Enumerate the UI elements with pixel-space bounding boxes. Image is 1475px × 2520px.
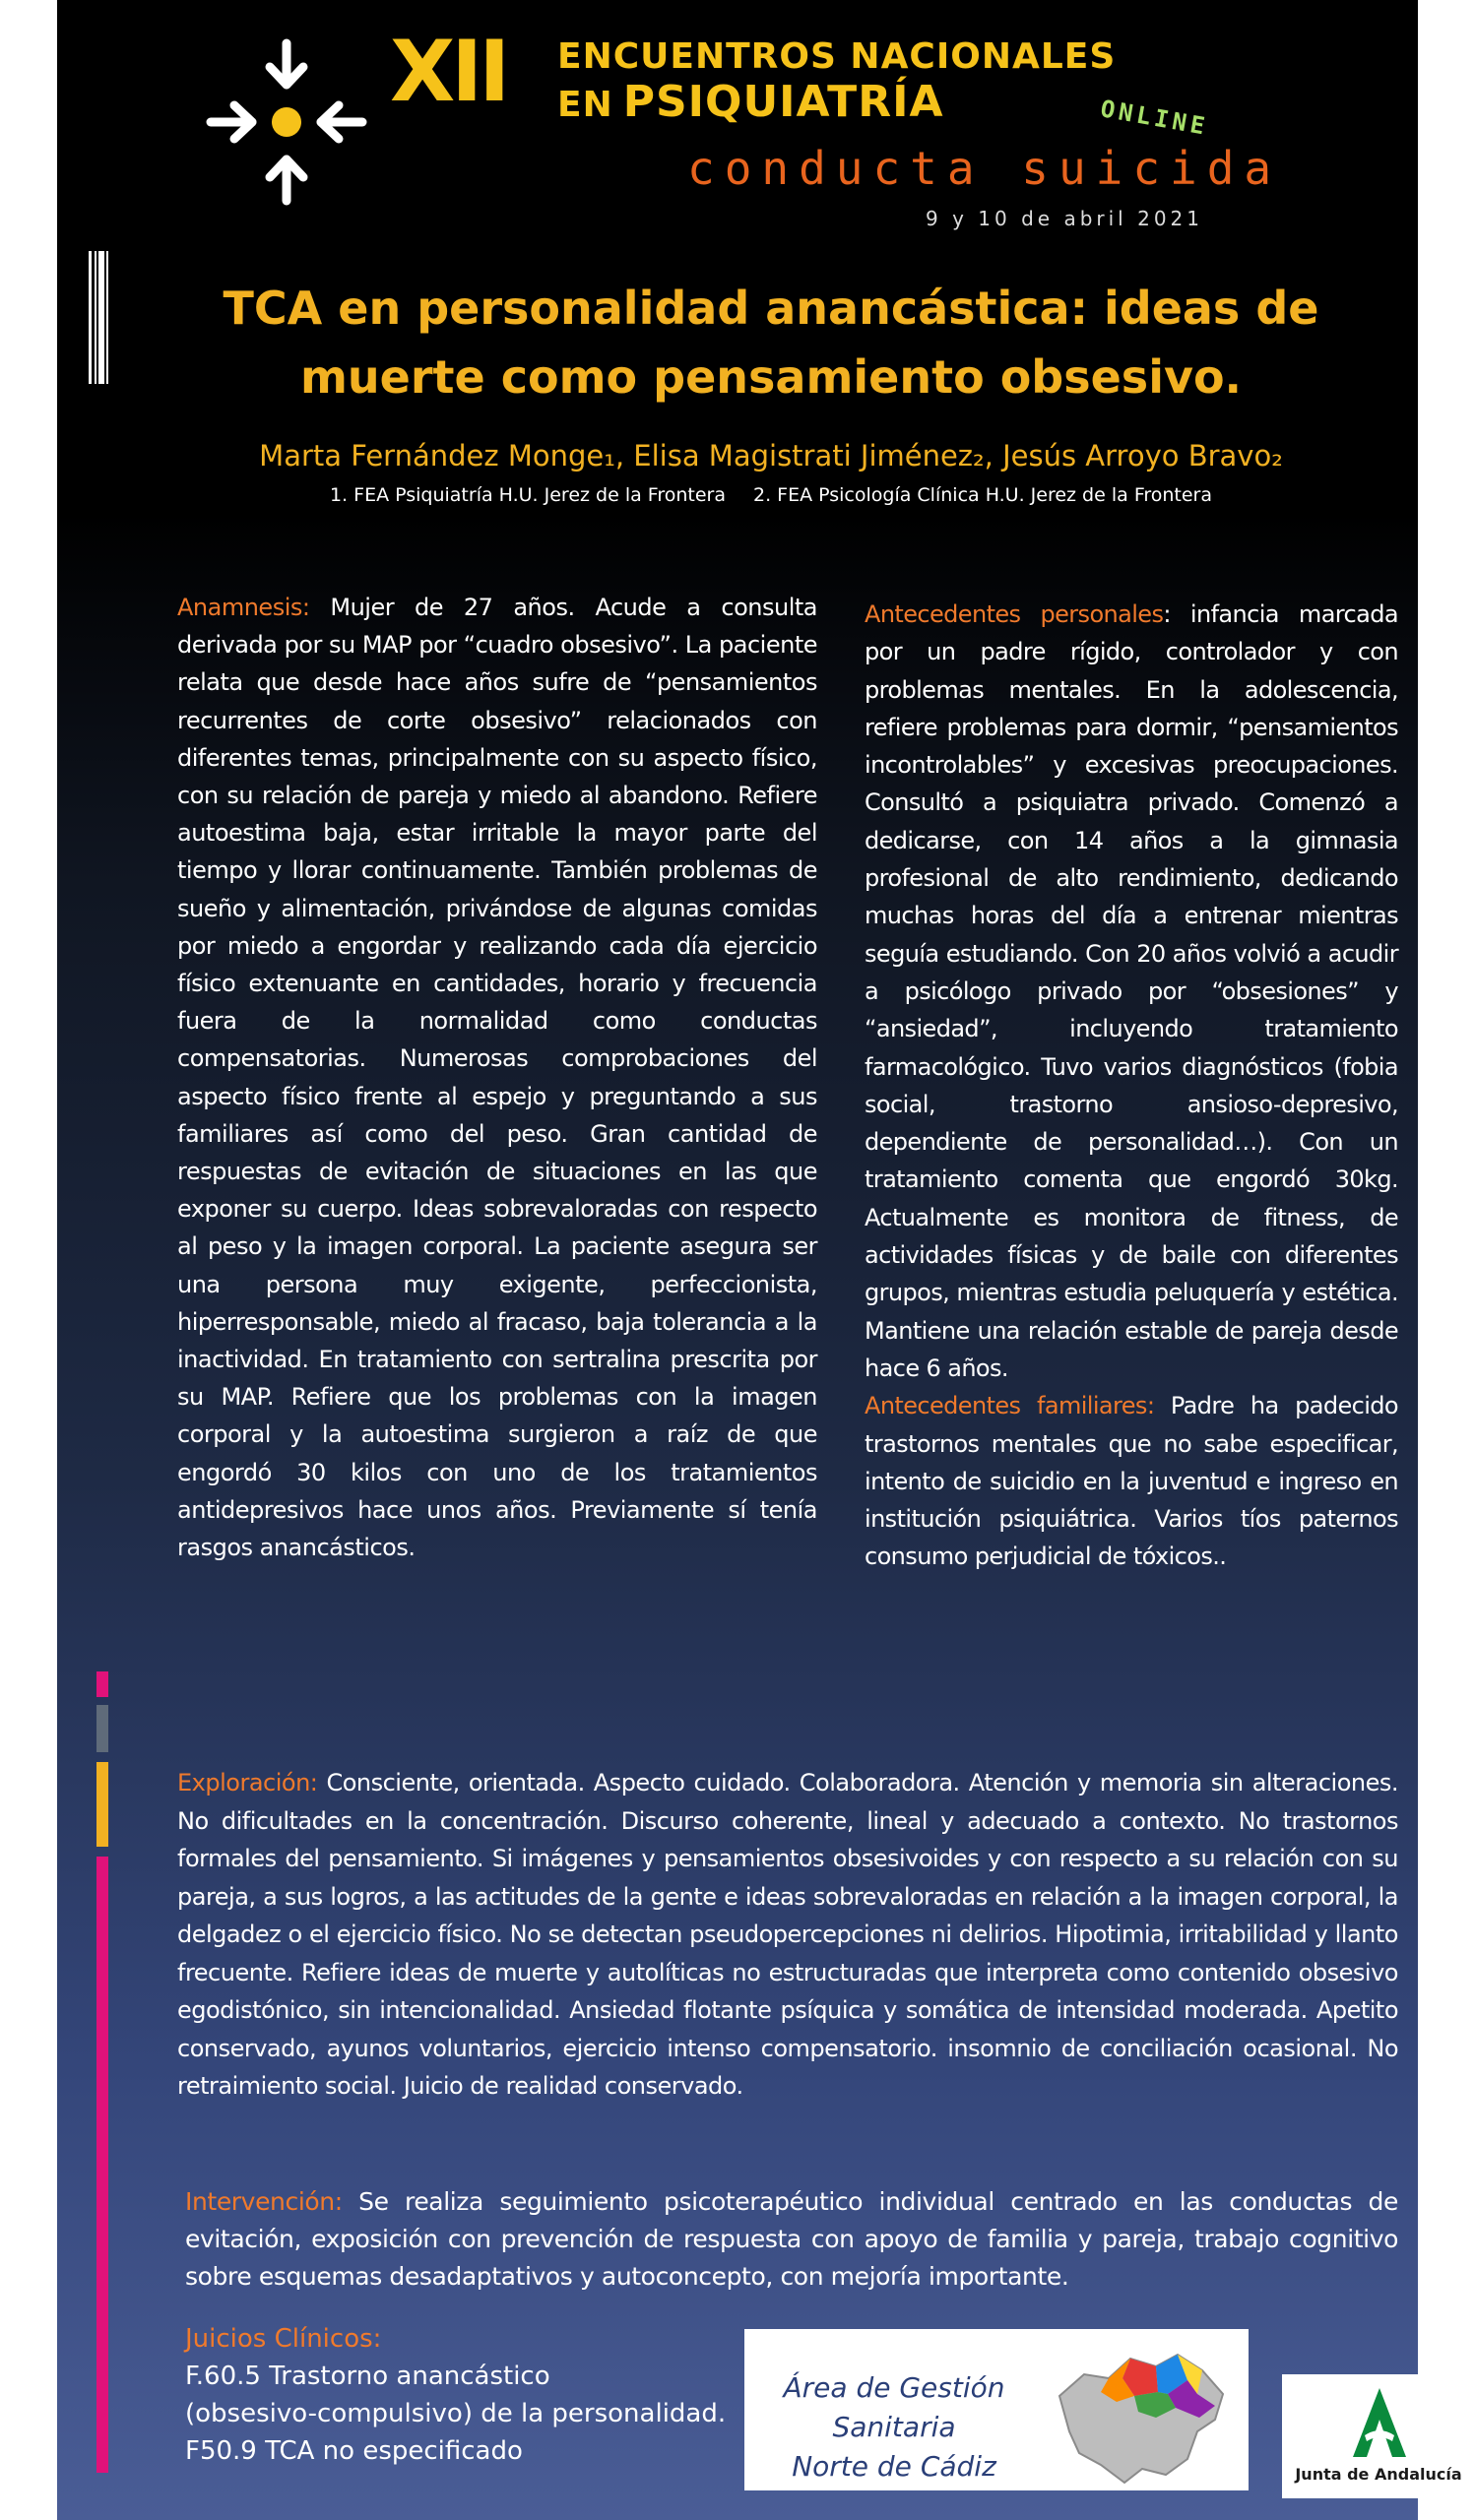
poster-title: TCA en personalidad anancástica: ideas de muerte como pensamiento obsesivo.: [223, 282, 1319, 404]
congress-subtitle: conducta suicida: [687, 142, 1282, 195]
antecedentes-familiares-text: Padre ha padecido trastornos mentales que no sabe especificar, intento de suicidio en la juventud e ingreso en institución psiquiátrica. Varios tíos paternos consumo perjudicial de tóxicos..: [865, 1392, 1398, 1571]
junta-andalucia-label: Junta de Andalucía: [1295, 2465, 1462, 2484]
color-strip-gray: [96, 1705, 108, 1752]
ags-line2: Norte de Cádiz: [792, 2450, 996, 2483]
color-strip-pink: [96, 1857, 108, 2473]
congress-title-line1: ENCUENTROS NACIONALES: [557, 36, 1117, 77]
ags-line1: Área de Gestión Sanitaria: [783, 2371, 1005, 2443]
anamnesis-section: [177, 589, 817, 1566]
congress-number: XII: [390, 23, 507, 121]
juicio-line-3: F50.9 TCA no especificado: [185, 2436, 523, 2466]
color-strip-pink-top: [96, 1671, 108, 1697]
exploracion-heading: Exploración:: [177, 1769, 318, 1796]
area-gestion-sanitaria-logo: [744, 2329, 1249, 2490]
intervencion-section: [185, 2183, 1398, 2296]
affiliation-1: 1. FEA Psiquiatría H.U. Jerez de la Frontera: [329, 484, 726, 506]
antecedentes-familiares-heading: Antecedentes familiares:: [865, 1392, 1155, 1420]
authors: Marta Fernández Monge₁, Elisa Magistrati Jiménez₂, Jesús Arroyo Bravo₂: [259, 439, 1283, 472]
juicios-clinicos-section: [185, 2320, 746, 2470]
anamnesis-heading: Anamnesis:: [177, 594, 310, 621]
juicio-line-1: F.60.5 Trastorno anancástico: [185, 2362, 550, 2391]
anamnesis-text: Mujer de 27 años. Acude a consulta derivada por su MAP por “cuadro obsesivo”. La paciente relata que desde hace años sufre de “pensamientos recurrentes de corte obsesivo” relacionados con diferentes temas, principalmente con su aspecto físico, con su relación de pareja y miedo al abandono. Refiere autoestima baja, estar irritable la mayor parte del tiempo y llorar continuamente. También problemas de sueño y alimentación, privándose de algunas comidas por miedo a engordar y realizando cada día ejercicio físico extenuante en cantidades, horario y frecuencia fuera de la normalidad como conductas compensatorias. Numerosas comprobaciones del aspecto físico frente al espejo y preguntando a sus familiares así como del peso. Gran cantidad de respuestas de evitación de situaciones en las que exponer su cuerpo. Ideas sobrevaloradas con respecto al peso y la imagen corporal. La paciente asegura ser una persona muy exigente, perfeccionista, hiperresponsable, miedo al fracaso, baja tolerancia a la inactividad. En tratamiento con sertralina prescrita por su MAP. Refiere que los problemas con la imagen corporal y la autoestima surgieron a raíz de que engordó 30 kilos con uno de los tratamientos antidepresivos hace unos años. Previamente sí tenía rasgos anancásticos.: [177, 594, 817, 1562]
congress-title-prefix: EN: [557, 85, 613, 125]
exploracion-section: [177, 1764, 1398, 2106]
antecedentes-familiares-section: [865, 1387, 1398, 1575]
congress-date: 9 y 10 de abril 2021: [926, 207, 1203, 230]
online-badge: ONLINE: [1098, 94, 1211, 142]
poster-background: [57, 0, 1462, 2520]
congress-title-line2: [557, 77, 944, 127]
junta-andalucia-a-icon: [1349, 2386, 1410, 2459]
color-strip-gold: [96, 1762, 108, 1847]
antecedentes-column: [865, 596, 1398, 1576]
ags-logo-text: [766, 2368, 1022, 2487]
cadiz-map-icon: [1040, 2337, 1237, 2485]
juicio-line-2: (obsesivo-compulsivo) de la personalidad.: [185, 2399, 727, 2428]
intervencion-heading: Intervención:: [185, 2187, 343, 2216]
antecedentes-personales-section: [865, 596, 1398, 1387]
congress-arrows-logo-icon: [205, 37, 372, 215]
barcode-decoration: [89, 251, 112, 384]
juicios-heading: Juicios Clínicos:: [185, 2324, 382, 2354]
affiliations: [156, 484, 1386, 506]
congress-title-main: PSIQUIATRÍA: [622, 77, 944, 127]
antecedentes-personales-heading: Antecedentes personales: [865, 600, 1164, 628]
junta-andalucia-logo: [1282, 2374, 1475, 2498]
affiliation-2: 2. FEA Psicología Clínica H.U. Jerez de la Frontera: [752, 484, 1213, 506]
intervencion-text: Se realiza seguimiento psicoterapéutico individual centrado en las conductas de evitación, exposición con prevención de respuesta con apoyo de familia y pareja, trabajo cognitivo sobre esquemas desadaptativos y autoconcepto, con mejoría importante.: [185, 2187, 1398, 2291]
antecedentes-personales-text: : infancia marcada por un padre rígido, controlador y con problemas mentales. En la adolescencia, refiere problemas para dormir, “pensamientos incontrolables” y excesivas preocupaciones. Consultó a psiquiatra privado. Comenzó a dedicarse, con 14 años a la gimnasia profesional de alto rendimiento, dedicando muchas horas del día a entrenar mientras seguía estudiando. Con 20 años volvió a acudir a psicólogo privado por “obsesiones” y “ansiedad”, incluyendo tratamiento farmacológico. Tuvo varios diagnósticos (fobia social, trastorno ansioso-depresivo, dependiente de personalidad…). Con un tratamiento comenta que engordó 30kg. Actualmente es monitora de fitness, de actividades físicas y de baile con diferentes grupos, mientras estudia peluquería y estética. Mantiene una relación estable de pareja desde hace 6 años.: [865, 600, 1398, 1382]
exploracion-text: Consciente, orientada. Aspecto cuidado. Colaboradora. Atención y memoria sin alteraciones. No dificultades en la concentración. Discurso coherente, lineal y adecuado a contexto. No trastornos formales del pensamiento. Si imágenes y pensamientos obsesivoides y con respecto a su relación con su pareja, a sus logros, a las actitudes de la gente e ideas sobrevaloradas en relación a la imagen corporal, la delgadez o el ejercicio físico. No se detectan pseudopercepciones ni delirios. Hipotimia, irritabilidad y llanto frecuente. Refiere ideas de muerte y autolíticas no estructuradas que interpreta como contenido obsesivo egodistónico, sin intencionalidad. Ansiedad flotante psíquica y somática de intensidad moderada. Apetito conservado, ayunos voluntarios, ejercicio intenso compensatorio. insomnio de conciliación ocasional. No retraimiento social. Juicio de realidad conservado.: [177, 1769, 1398, 2100]
